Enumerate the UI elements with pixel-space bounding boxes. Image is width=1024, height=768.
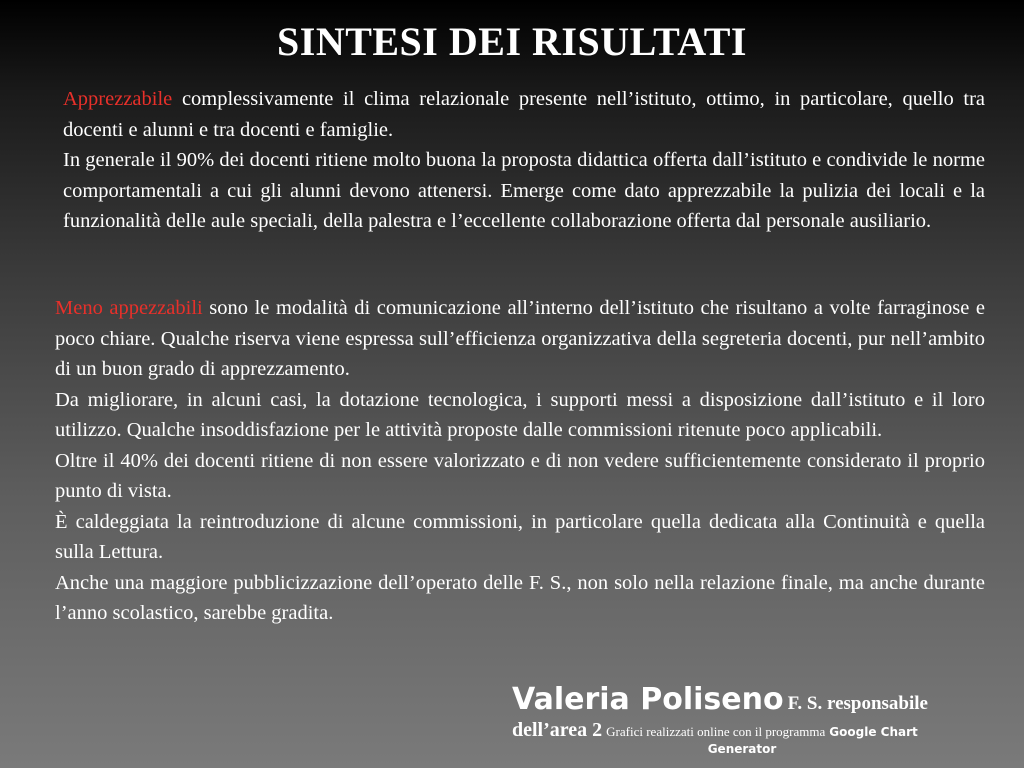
- negative-text-1: sono le modalità di comunicazione all’interno dell’istituto che risultano a volte farraginose e poco chiare. Qualche riserva viene espressa sull’efficienza organizzativa della segreteria docenti, pur nell’ambito di un buon grado di apprezzamento.: [55, 297, 985, 380]
- negative-paragraph-4: È caldeggiata la reintroduzione di alcune commissioni, in particolare quella dedicata alla Continuità e quella sulla Lettura.: [55, 510, 985, 563]
- author-role: F. S. responsabile: [787, 693, 928, 714]
- slide-title: SINTESI DEI RISULTATI: [277, 19, 747, 64]
- negative-highlight: Meno appezzabili: [55, 297, 203, 319]
- author-footer: [512, 682, 972, 756]
- author-line: [512, 682, 972, 717]
- negative-summary: [55, 293, 985, 629]
- author-area: dell’area 2: [512, 719, 603, 741]
- positive-paragraph-2: In generale il 90% dei docenti ritiene molto buona la proposta didattica offerta dall’istituto e condivide le norme comportamentali a cui gli alunni devono attenersi. Emerge come dato apprezzabile la pulizia dei locali e la funzionalità delle aule speciali, della palestra e l’eccellente collaborazione offerta dal personale ausiliario.: [63, 149, 985, 232]
- negative-paragraph-2: Da migliorare, in alcuni casi, la dotazione tecnologica, i supporti messi a disposizione dall’istituto e il loro utilizzo. Qualche insoddisfazione per le attività proposte dalle commissioni ritenute poco applicabili.: [55, 388, 985, 441]
- positive-summary: [63, 84, 985, 237]
- chart-credit: Grafici realizzati online con il programma: [606, 724, 826, 739]
- negative-paragraph-1: [55, 293, 985, 385]
- author-name: Valeria Poliseno: [512, 682, 784, 717]
- chart-program: Google Chart: [829, 725, 918, 739]
- author-area-line: [512, 719, 972, 756]
- negative-paragraph-3: Oltre il 40% dei docenti ritiene di non essere valorizzato e di non vedere sufficientemente considerato il proprio punto di vista.: [55, 449, 985, 502]
- chart-generator: Generator: [707, 742, 777, 756]
- positive-paragraph-1: [63, 84, 985, 145]
- positive-highlight: Apprezzabile: [63, 88, 173, 110]
- positive-text-1: complessivamente il clima relazionale presente nell’istituto, ottimo, in particolare, quello tra docenti e alunni e tra docenti e famiglie.: [63, 88, 985, 141]
- negative-paragraph-5: Anche una maggiore pubblicizzazione dell’operato delle F. S., non solo nella relazione finale, ma anche durante l’anno scolastico, sarebbe gradita.: [55, 571, 985, 624]
